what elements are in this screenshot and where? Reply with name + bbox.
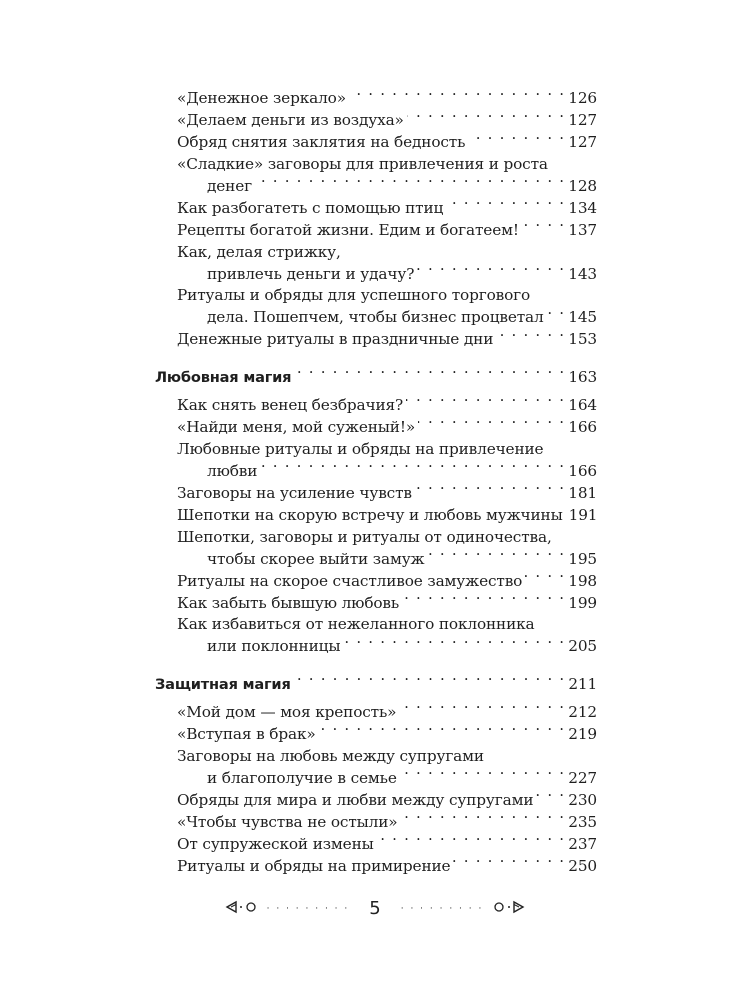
entry-page: 145 xyxy=(568,308,597,327)
toc-entry[interactable] xyxy=(155,636,597,658)
toc-entry[interactable] xyxy=(155,220,597,242)
toc-entry[interactable] xyxy=(155,329,597,351)
entry-title-line1: Как избавиться от нежеланного поклонника xyxy=(177,615,535,634)
toc-entry[interactable] xyxy=(155,789,597,811)
entry-title: Шепотки на скорую встречу и любовь мужчины xyxy=(177,505,563,524)
toc-entry[interactable] xyxy=(155,461,597,483)
entry-page: 127 xyxy=(568,133,597,152)
toc-entry[interactable] xyxy=(155,176,597,198)
entry-title-line2: и благополучие в семье xyxy=(207,768,397,787)
dot-leader xyxy=(547,307,566,322)
dot-leader xyxy=(294,674,566,689)
toc-entry[interactable] xyxy=(155,702,597,724)
entry-page: 212 xyxy=(568,702,597,721)
table-of-contents xyxy=(155,88,597,877)
dot-leader xyxy=(427,548,565,563)
toc-entry[interactable] xyxy=(155,307,597,329)
toc-chapter-love-magic[interactable] xyxy=(155,367,597,389)
entry-page: 205 xyxy=(568,637,597,656)
dotted-rule-left: · · · · · · · · · xyxy=(266,903,350,914)
chapter-page: 211 xyxy=(568,674,597,693)
toc-entry[interactable] xyxy=(155,263,597,285)
entry-title-line1: «Сладкие» заговоры для привлечения и роста xyxy=(177,155,548,173)
dot-leader xyxy=(343,636,565,651)
entry-page: 166 xyxy=(568,418,597,437)
entry-title: «Найди меня, мой суженый!» xyxy=(177,418,416,437)
left-arrow-ornament-icon xyxy=(225,899,259,918)
entry-page: 227 xyxy=(568,768,597,787)
entry-title-line2: привлечь деньги и удачу? xyxy=(207,264,415,283)
chapter-title: Любовная магия xyxy=(155,369,292,387)
toc-entry[interactable] xyxy=(155,198,597,220)
toc-entry[interactable] xyxy=(155,483,597,505)
entry-page: 230 xyxy=(568,790,597,809)
dot-leader xyxy=(453,855,565,870)
entry-page: 126 xyxy=(568,89,597,108)
entry-title: Обряды для мира и любви между супругами xyxy=(177,790,534,809)
right-arrow-ornament-icon xyxy=(491,899,525,918)
entry-page: 181 xyxy=(568,483,597,502)
dot-leader xyxy=(418,417,565,432)
dot-leader xyxy=(417,263,565,278)
entry-title-line1: Как, делая стрижку, xyxy=(177,242,341,261)
dot-leader xyxy=(522,220,565,235)
toc-entry[interactable] xyxy=(155,767,597,789)
entry-title-line1: Любовные ритуалы и обряды на привлечение xyxy=(177,439,544,458)
entry-page: 237 xyxy=(568,834,597,853)
entry-title: Рецепты богатой жизни. Едим и богатеем! xyxy=(177,221,519,239)
entry-title: Ритуалы на скорое счастливое замужество xyxy=(177,571,523,590)
entry-page: 219 xyxy=(568,724,597,743)
dotted-rule-right: · · · · · · · · · xyxy=(400,903,484,914)
dot-leader xyxy=(399,702,565,717)
dot-leader xyxy=(319,724,566,739)
entry-title: «Чтобы чувства не остыли» xyxy=(177,812,398,831)
entry-title: Заговоры на усиление чувств xyxy=(177,483,412,502)
toc-entry[interactable] xyxy=(155,395,597,417)
toc-entry[interactable] xyxy=(155,505,597,527)
toc-entry[interactable] xyxy=(155,417,597,439)
entry-title: От супружеской измены xyxy=(177,834,374,853)
toc-entry[interactable] xyxy=(155,548,597,570)
dot-leader xyxy=(446,198,565,213)
dot-leader xyxy=(468,132,565,147)
entry-page: 143 xyxy=(568,264,597,283)
dot-leader xyxy=(400,767,566,782)
entry-title-line2: чтобы скорее выйти замуж xyxy=(207,549,425,568)
entry-page: 250 xyxy=(568,856,597,875)
entry-title: Обряд снятия заклятия на бедность xyxy=(177,133,466,152)
dot-leader xyxy=(402,592,565,607)
toc-entry[interactable] xyxy=(155,110,597,132)
entry-title: Денежные ритуалы в праздничные дни xyxy=(177,330,494,349)
toc-entry[interactable] xyxy=(155,811,597,833)
entry-page: 195 xyxy=(568,549,597,568)
dot-leader xyxy=(525,570,565,585)
dot-leader xyxy=(407,110,565,125)
entry-title: «Мой дом — моя крепость» xyxy=(177,702,397,721)
entry-page: 166 xyxy=(568,461,597,480)
entry-title: Как забыть бывшую любовь xyxy=(177,593,400,612)
entry-title: «Делаем деньги из воздуха» xyxy=(177,111,404,130)
entry-title-line2: или поклонницы xyxy=(207,637,341,656)
entry-title: Как разбогатеть с помощью птиц xyxy=(177,199,444,217)
entry-page: 164 xyxy=(568,396,597,415)
chapter-title: Защитная магия xyxy=(155,675,291,693)
dot-leader xyxy=(415,483,565,498)
toc-entry[interactable] xyxy=(155,570,597,592)
entry-page: 128 xyxy=(568,177,597,195)
toc-entry[interactable] xyxy=(155,592,597,614)
toc-entry[interactable] xyxy=(155,88,597,110)
dot-leader xyxy=(294,368,565,383)
toc-entry[interactable] xyxy=(155,855,597,877)
entry-page: 191 xyxy=(568,505,598,524)
entry-title-line2: любви xyxy=(207,461,258,480)
dot-leader xyxy=(349,88,565,103)
dot-leader xyxy=(536,789,565,804)
chapter-page: 163 xyxy=(568,368,597,387)
entry-title-line1: Ритуалы и обряды для успешного торгового xyxy=(177,286,531,305)
entry-page: 137 xyxy=(568,221,597,239)
entry-title-line1: Заговоры на любовь между супругами xyxy=(177,746,484,765)
page-footer xyxy=(0,898,750,919)
entry-title-line2: дела. Пошепчем, чтобы бизнес процветал xyxy=(207,308,544,327)
toc-chapter-protective-magic[interactable] xyxy=(155,674,597,696)
entry-title: «Вступая в брак» xyxy=(177,724,316,743)
dot-leader xyxy=(401,811,566,826)
page-number: 5 xyxy=(369,898,381,919)
entry-title: «Денежное зеркало» xyxy=(177,89,346,108)
entry-page: 153 xyxy=(568,330,597,349)
toc-entry[interactable] xyxy=(155,833,597,855)
dot-leader xyxy=(255,176,565,191)
entry-page: 127 xyxy=(568,111,597,130)
entry-page: 235 xyxy=(568,812,597,831)
entry-page: 199 xyxy=(568,593,597,612)
toc-entry[interactable] xyxy=(155,724,597,746)
entry-title: Как снять венец безбрачия? xyxy=(177,396,404,415)
toc-entry[interactable] xyxy=(155,132,597,154)
entry-page: 198 xyxy=(568,571,597,590)
entry-title-line1: Шепотки, заговоры и ритуалы от одиночества, xyxy=(177,527,552,546)
dot-leader xyxy=(377,833,566,848)
dot-leader xyxy=(496,329,565,344)
entry-page: 134 xyxy=(568,199,597,217)
entry-title: Ритуалы и обряды на примирение xyxy=(177,856,451,875)
entry-title-line2: денег xyxy=(207,177,252,195)
dot-leader xyxy=(260,461,565,476)
dot-leader xyxy=(406,395,565,410)
